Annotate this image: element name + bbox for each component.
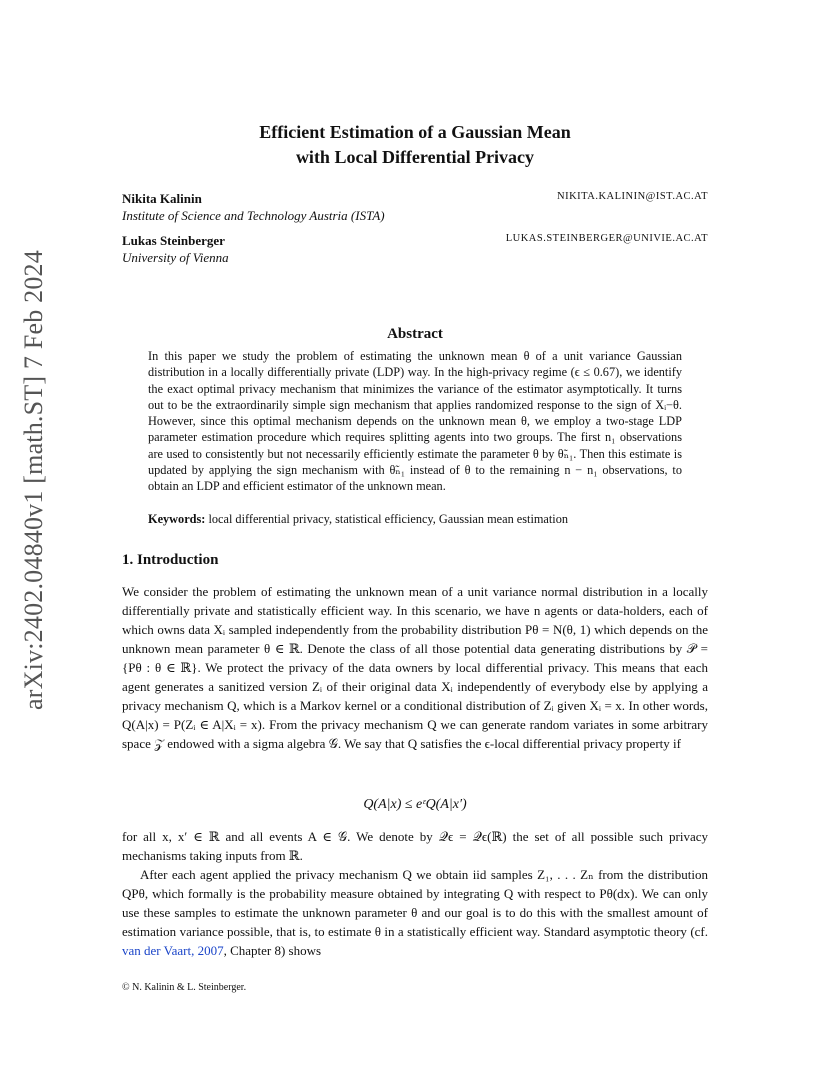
section-heading: 1. Introduction bbox=[122, 552, 219, 568]
author-email: LUKAS.STEINBERGER@UNIVIE.AC.AT bbox=[505, 233, 708, 244]
author-affiliation: University of Vienna bbox=[122, 250, 229, 265]
paragraph-3-tail: , Chapter 8) shows bbox=[223, 943, 322, 958]
abstract-heading: Abstract bbox=[387, 326, 443, 342]
abstract-text: In this paper we study the problem of estimating the unknown mean θ of a unit variance Gaussian distribution in a locally differentially private (LDP) way. In the high-privacy regime (ϵ ≤ 0.67), we identify the exact optimal privacy mechanism that minimizes the variance of the estimator asymptotically. It turns out to be the extraordinarily simple sign mechanism that applies randomized response to the sign of Xᵢ−θ. However, since this optimal mechanism depends on the unknown mean θ, we employ a two-stage LDP parameter estimation procedure which requires splitting agents into two groups. The first n₁ observations are used to consistently but not necessarily efficiently estimate the parameter θ by θ̃ₙ₁. Then this estimate is updated by applying the sign mechanism with θ̃ₙ₁ instead of θ to the remaining n − n₁ observations, to obtain an LDP and efficient estimator of the unknown mean. bbox=[148, 349, 682, 494]
paper-title bbox=[122, 120, 708, 170]
author-1 bbox=[122, 190, 708, 224]
title-line-1: Efficient Estimation of a Gaussian Mean bbox=[259, 122, 571, 142]
arxiv-identifier bbox=[14, 250, 54, 710]
keywords bbox=[148, 512, 682, 527]
title-line-2: with Local Differential Privacy bbox=[295, 147, 535, 167]
footer-copyright: © N. Kalinin & L. Steinberger. bbox=[122, 982, 247, 993]
author-affiliation: Institute of Science and Technology Austria (ISTA) bbox=[122, 208, 385, 223]
paragraph-1: We consider the problem of estimating the unknown mean of a unit variance normal distribution in a locally differentially private and statistically efficient way. In this scenario, we have n agents or data-holders, each of which owns data Xᵢ sampled independently from the probability distribution Pθ = N(θ, 1) which depends on the unknown mean parameter θ ∈ ℝ. Denote the class of all those potential data generating distributions by 𝒫 = {Pθ : θ ∈ ℝ}. We protect the privacy of the data owners by local differential privacy. This means that each agent generates a sanitized version Zᵢ of their original data Xᵢ independently of everybody else by applying a privacy mechanism Q, which is a Markov kernel or a conditional distribution of Zᵢ given Xᵢ = x. In other words, Q(A|x) = P(Zᵢ ∈ A|Xᵢ = x). From the privacy mechanism Q we can generate random variates in some arbitrary space 𝒵 endowed with a sigma algebra 𝒢. We say that Q satisfies the ϵ-local differential privacy property if bbox=[122, 584, 708, 751]
equation: Q(A|x) ≤ eᵋQ(A|x′) bbox=[363, 797, 467, 812]
author-email: NIKITA.KALININ@IST.AC.AT bbox=[557, 191, 708, 202]
paragraph-3-text: After each agent applied the privacy mechanism Q we obtain iid samples Z₁, . . . Zₙ from the distribution QPθ, which formally is the probability measure obtained by integrating Q with respect to Pθ(dx). We can only use these samples to estimate the unknown parameter θ and our goal is to do this with the smallest amount of estimation variance possible, that is, to estimate θ in a statistically efficient way. Standard asymptotic theory (cf. bbox=[122, 867, 708, 939]
arxiv-id-text: arXiv:2402.04840v1 [math.ST] 7 Feb 2024 bbox=[19, 250, 48, 710]
citation-link[interactable]: van der Vaart, 2007 bbox=[122, 943, 224, 958]
paragraph-3 bbox=[122, 865, 708, 960]
author-name: Lukas Steinberger bbox=[122, 233, 225, 248]
author-2 bbox=[122, 232, 708, 266]
keywords-label: Keywords: bbox=[148, 512, 206, 526]
keywords-text: local differential privacy, statistical efficiency, Gaussian mean estimation bbox=[205, 512, 569, 526]
author-name: Nikita Kalinin bbox=[122, 191, 202, 206]
paragraph-2: for all x, x′ ∈ ℝ and all events A ∈ 𝒢. We denote by 𝒬ϵ = 𝒬ϵ(ℝ) the set of all possible such privacy mechanisms taking inputs from ℝ. bbox=[122, 829, 708, 863]
